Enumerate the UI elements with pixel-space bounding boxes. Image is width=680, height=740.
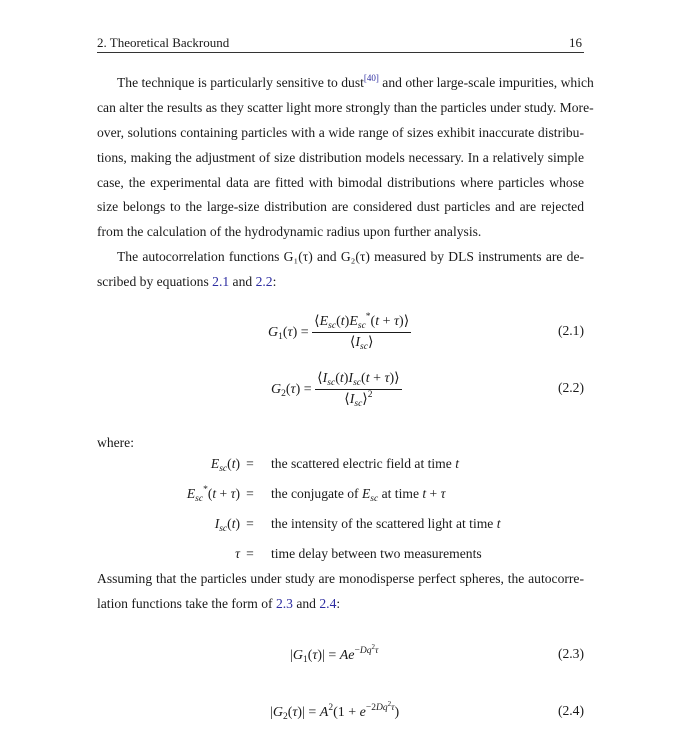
- running-header: [97, 34, 584, 53]
- definition-text: the conjugate of $E_{sc}$ at time t + τ: [271, 486, 446, 504]
- paragraph-line: The autocorrelation functions G₁(τ) and G₂(τ) measured by DLS instruments are de-: [117, 249, 584, 264]
- definition-equals: =: [246, 456, 254, 471]
- definition-equals: =: [246, 516, 254, 531]
- definition-symbol: τ: [235, 546, 240, 561]
- where-label: where:: [97, 435, 134, 450]
- paragraph-line: from the calculation of the hydrodynamic radius upon further analysis.: [97, 224, 482, 239]
- equation-number: (2.4): [557, 703, 584, 718]
- equation-number: (2.1): [557, 323, 584, 338]
- paragraph-line: lation functions take the form of 2.3 and 2.4:: [97, 596, 341, 611]
- equation-number: (2.3): [557, 646, 584, 661]
- equation-ref-link[interactable]: 2.3: [275, 596, 293, 611]
- equation-number: (2.2): [557, 380, 584, 395]
- definition-text: time delay between two measurements: [271, 546, 482, 561]
- section-title: 2. Theoretical Backround: [97, 35, 230, 50]
- definition-text: the intensity of the scattered light at time t: [271, 516, 501, 531]
- paragraph-line: can alter the results as they scatter light more strongly than the particles under study. More-: [97, 100, 594, 115]
- paragraph-line: The technique is particularly sensitive to dust[40] and other large-scale impurities, which: [117, 73, 594, 90]
- citation-link[interactable]: [40]: [363, 73, 379, 83]
- definition-equals: =: [246, 486, 254, 501]
- paragraph-line: tions, making the adjustment of size distribution models necessary. In a relatively simple: [97, 150, 584, 165]
- page-number: 16: [569, 35, 582, 50]
- definition-equals: =: [246, 546, 254, 561]
- definition-symbol: $E_{sc}^*(t + \tau)$: [186, 485, 240, 504]
- paragraph-line: over, solutions containing particles with a wide range of sizes exhibit inaccurate distribu-: [97, 125, 584, 140]
- paragraph-line: size belongs to the large-size distribution are considered dust particles and are rejected: [97, 199, 584, 214]
- paragraph-line: scribed by equations 2.1 and 2.2:: [97, 274, 277, 289]
- equation-ref-link[interactable]: 2.1: [212, 274, 230, 289]
- definition-symbol: $I_{sc}(t)$: [214, 516, 240, 534]
- paragraph-line: case, the experimental data are fitted with bimodal distributions where particles whose: [97, 175, 584, 190]
- equation-2-3: $|G_1(\tau)| = Ae^{-Dq^2\tau}$: [290, 643, 379, 665]
- equation-ref-link[interactable]: 2.2: [255, 274, 273, 289]
- equation-2-2: $G_2(\tau)$ = $\frac{⟨I_{sc}(t)I_{sc}(t + \tau)⟩}{⟨I_{sc}⟩^2}$: [271, 371, 400, 409]
- definition-text: the scattered electric field at time t: [271, 456, 459, 471]
- equation-2-4: $|G_2(\tau)| = A^2(1 + e^{-2Dq^2\tau})$: [270, 700, 400, 722]
- paragraph-line: Assuming that the particles under study are monodisperse perfect spheres, the autocorre-: [97, 571, 584, 586]
- equation-ref-link[interactable]: 2.4: [319, 596, 337, 611]
- equation-2-1: $G_1(\tau)$ = $\frac{⟨E_{sc}(t)E_{sc}^*(t + \tau)⟩}{⟨I_{sc}⟩}$: [268, 312, 410, 352]
- definition-symbol: $E_{sc}(t)$: [210, 456, 240, 474]
